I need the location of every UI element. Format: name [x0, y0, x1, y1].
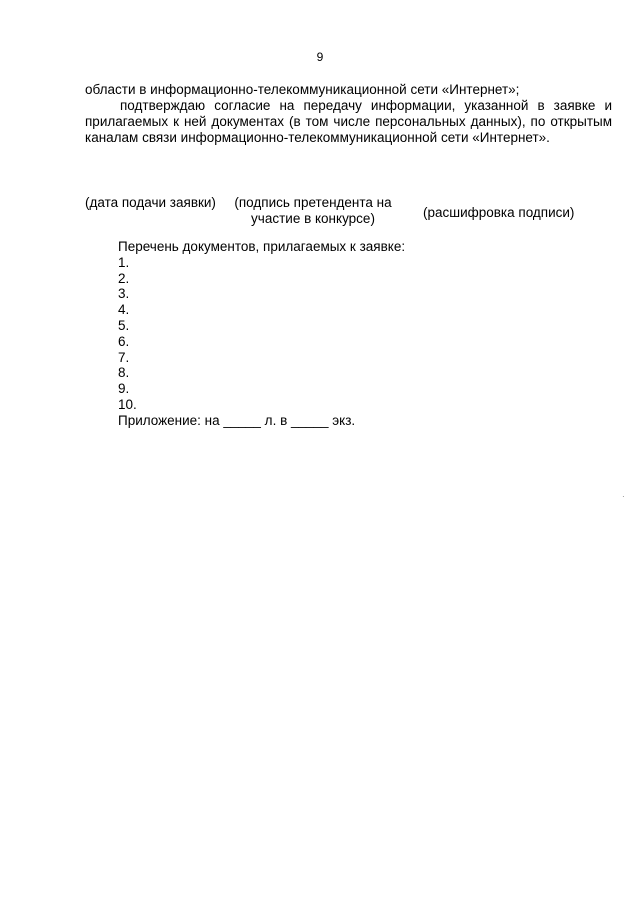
document-list-item: 7.: [118, 349, 130, 365]
scan-artifact-dot: ·: [622, 492, 625, 501]
signature-sign-label: (подпись претендента на участие в конкурсе): [234, 195, 392, 226]
paragraph-consent: подтверждаю согласие на передачу информации, указанной в заявке и прилагаемых к ней документах (в том числе персональных данных), по открытым каналам связи информационно-телекоммуникационной сети «Интернет».: [85, 98, 612, 145]
document-list: [118, 239, 405, 429]
signature-date-label: (дата подачи заявки): [85, 195, 216, 210]
attachment-line: Приложение: на _____ л. в _____ экз.: [118, 412, 356, 428]
document-list-item: 10.: [118, 396, 137, 412]
document-list-item: 6.: [118, 333, 130, 349]
page-number: 9: [316, 50, 324, 64]
paragraph-internet-line: области в информационно-телекоммуникационной сети «Интернет»;: [85, 82, 520, 97]
document-list-heading: Перечень документов, прилагаемых к заявке:: [118, 239, 406, 254]
document-list-item: 8.: [118, 365, 130, 381]
document-list-item: 4.: [118, 302, 130, 318]
document-list-item: 9.: [118, 381, 130, 397]
signature-decode-label: (расшифровка подписи): [423, 205, 575, 220]
document-list-item: 1.: [118, 254, 130, 270]
document-list-item: 2.: [118, 270, 130, 286]
document-list-item: 3.: [118, 286, 130, 302]
document-list-item: 5.: [118, 317, 130, 333]
